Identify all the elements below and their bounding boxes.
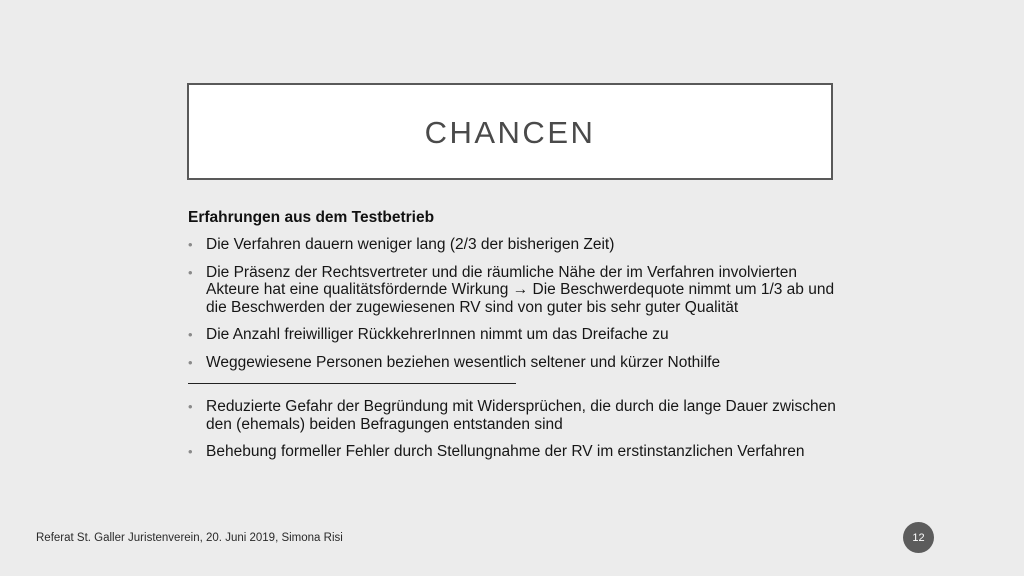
bullet-list-top [188, 236, 838, 371]
list-item-text: Die Anzahl freiwilliger RückkehrerInnen nimmt um das Dreifache zu [206, 326, 669, 343]
bullet-list-bottom [188, 398, 838, 461]
section-heading: Erfahrungen aus dem Testbetrieb [188, 209, 435, 226]
footer-text: Referat St. Galler Juristenverein, 20. Juni 2019, Simona Risi [36, 532, 343, 544]
list-item [188, 264, 838, 317]
bullet-dot-icon: • [188, 264, 193, 280]
list-item [188, 236, 838, 254]
list-item [188, 326, 838, 344]
slide-content [188, 209, 838, 471]
list-item-text: Die Verfahren dauern weniger lang (2/3 der bisherigen Zeit) [206, 236, 615, 253]
bullet-dot-icon: • [188, 327, 193, 342]
list-item-text: Die Präsenz der Rechtsvertreter und die räumliche Nähe der im Verfahren involvierten Akteure hat eine qualitätsfördernde Wirkung → Die Beschwerdequote nimmt um 1/3 ab und die Beschwerden der zugewiesenen RV sind von guter bis sehr guter Qualität [206, 263, 835, 316]
page-number-badge: 12 [903, 522, 934, 553]
list-item-text: Behebung formeller Fehler durch Stellungnahme der RV im erstinstanzlichen Verfahren [206, 443, 805, 460]
title-box [187, 83, 833, 180]
slide-title: CHANCEN [424, 114, 596, 150]
list-item [188, 443, 838, 461]
list-item-text: Reduzierte Gefahr der Begründung mit Widersprüchen, die durch die lange Dauer zwischen den (ehemals) beiden Befragungen entstanden sind [206, 398, 836, 433]
bullet-dot-icon: • [188, 237, 193, 252]
list-item [188, 398, 838, 433]
list-item-text: Weggewiesene Personen beziehen wesentlich seltener und kürzer Nothilfe [206, 353, 721, 371]
list-item [188, 354, 838, 372]
bullet-dot-icon: • [188, 399, 193, 414]
separator-line [188, 383, 516, 384]
bullet-dot-icon: • [188, 444, 193, 459]
bullet-dot-icon: • [188, 354, 193, 370]
